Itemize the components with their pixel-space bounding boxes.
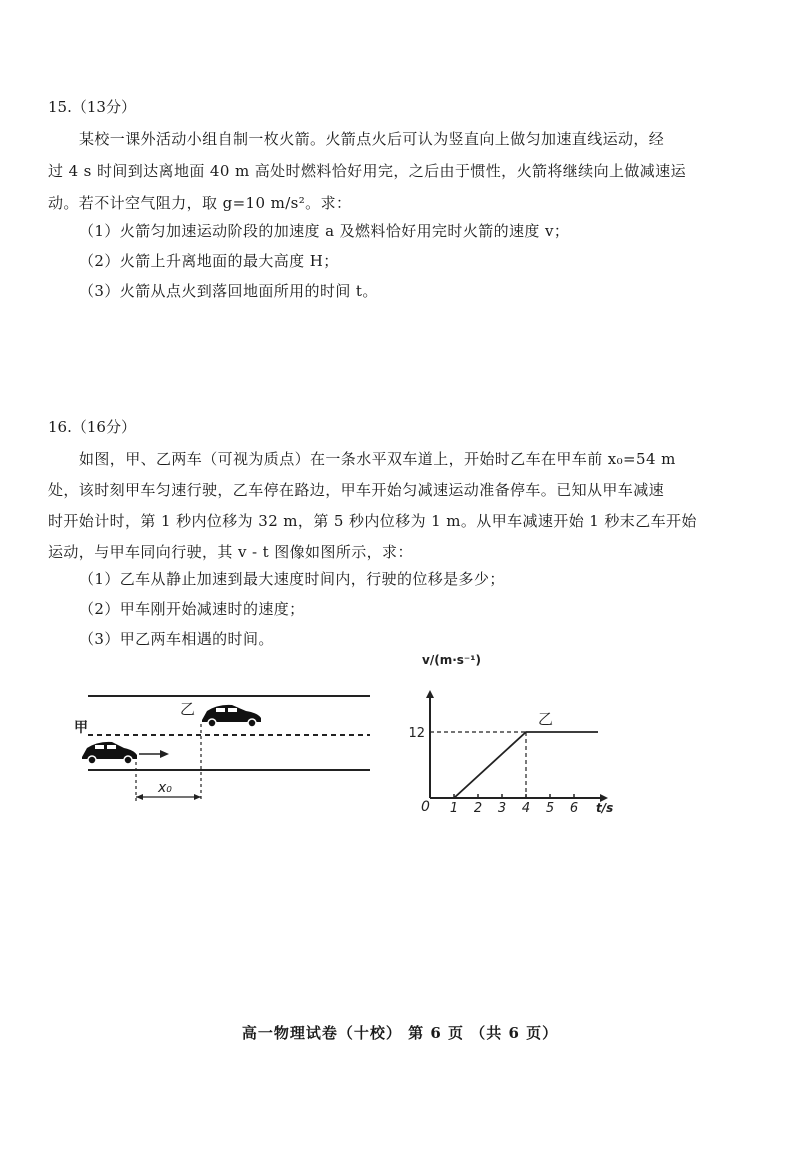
x-tick-label: 6 bbox=[569, 801, 579, 816]
origin-label: 0 bbox=[421, 799, 430, 815]
series-label: 乙 bbox=[538, 710, 554, 728]
q16-line-4: 运动，与甲车同向行驶，其 v - t 图像如图所示，求： bbox=[48, 543, 413, 561]
q15-line-3: 动。若不计空气阻力，取 g=10 m/s²。求： bbox=[48, 194, 352, 212]
x-tick-label: 4 bbox=[521, 801, 531, 816]
q15-sub-3: （3）火箭从点火到落回地面所用的时间 t。 bbox=[79, 282, 378, 300]
motion-arrowhead-icon bbox=[160, 750, 169, 758]
car-a-icon bbox=[82, 742, 137, 764]
q16-heading: 16.（16分） bbox=[48, 418, 136, 436]
x-tick-label: 5 bbox=[545, 801, 555, 816]
x-axis-label: t/s bbox=[596, 801, 614, 815]
x-tick-label: 1 bbox=[449, 801, 459, 816]
car-b-label: 乙 bbox=[180, 700, 196, 718]
q16-sub-1: （1）乙车从静止加速到最大速度时间内，行驶的位移是多少； bbox=[79, 570, 505, 588]
x-tick-label: 2 bbox=[473, 801, 483, 816]
road-diagram bbox=[70, 680, 390, 810]
y-axis-label: v/(m·s⁻¹) bbox=[422, 653, 481, 667]
x0-right-arrowhead-icon bbox=[194, 794, 201, 800]
q15-sub-1: （1）火箭匀加速运动阶段的加速度 a 及燃料恰好用完时火箭的速度 v； bbox=[79, 222, 570, 240]
q15-sub-2: （2）火箭上升离地面的最大高度 H； bbox=[79, 252, 339, 270]
x-tick-label: 3 bbox=[497, 801, 507, 816]
y-axis-arrowhead-icon bbox=[426, 690, 434, 698]
q15-line-1: 某校一课外活动小组自制一枚火箭。火箭点火后可认为竖直向上做匀加速直线运动，经 bbox=[79, 130, 665, 148]
car-b-icon bbox=[202, 705, 261, 727]
y-tick-label: 12 bbox=[408, 726, 425, 741]
q16-line-1: 如图，甲、乙两车（可视为质点）在一条水平双车道上，开始时乙车在甲车前 x₀=54 m bbox=[79, 450, 676, 468]
x0-label: x₀ bbox=[158, 780, 172, 796]
q16-line-2: 处，该时刻甲车匀速行驶，乙车停在路边，甲车开始匀减速运动准备停车。已知从甲车减速 bbox=[48, 481, 665, 499]
page-footer: 高一物理试卷（十校） 第 6 页 （共 6 页） bbox=[241, 1024, 559, 1042]
q16-line-3: 时开始计时，第 1 秒内位移为 32 m，第 5 秒内位移为 1 m。从甲车减速开始 1 秒末乙车开始 bbox=[48, 512, 697, 530]
q16-sub-2: （2）甲车刚开始减速时的速度； bbox=[79, 600, 305, 618]
car-a-label: 甲 bbox=[74, 720, 88, 736]
x0-left-arrowhead-icon bbox=[136, 794, 143, 800]
q15-heading: 15.（13分） bbox=[48, 98, 136, 116]
q15-line-2: 过 4 s 时间到达离地面 40 m 高处时燃料恰好用完，之后由于惯性，火箭将继续向上做减速运 bbox=[48, 162, 686, 180]
vt-chart bbox=[400, 650, 630, 825]
q16-sub-3: （3）甲乙两车相遇的时间。 bbox=[79, 630, 274, 648]
